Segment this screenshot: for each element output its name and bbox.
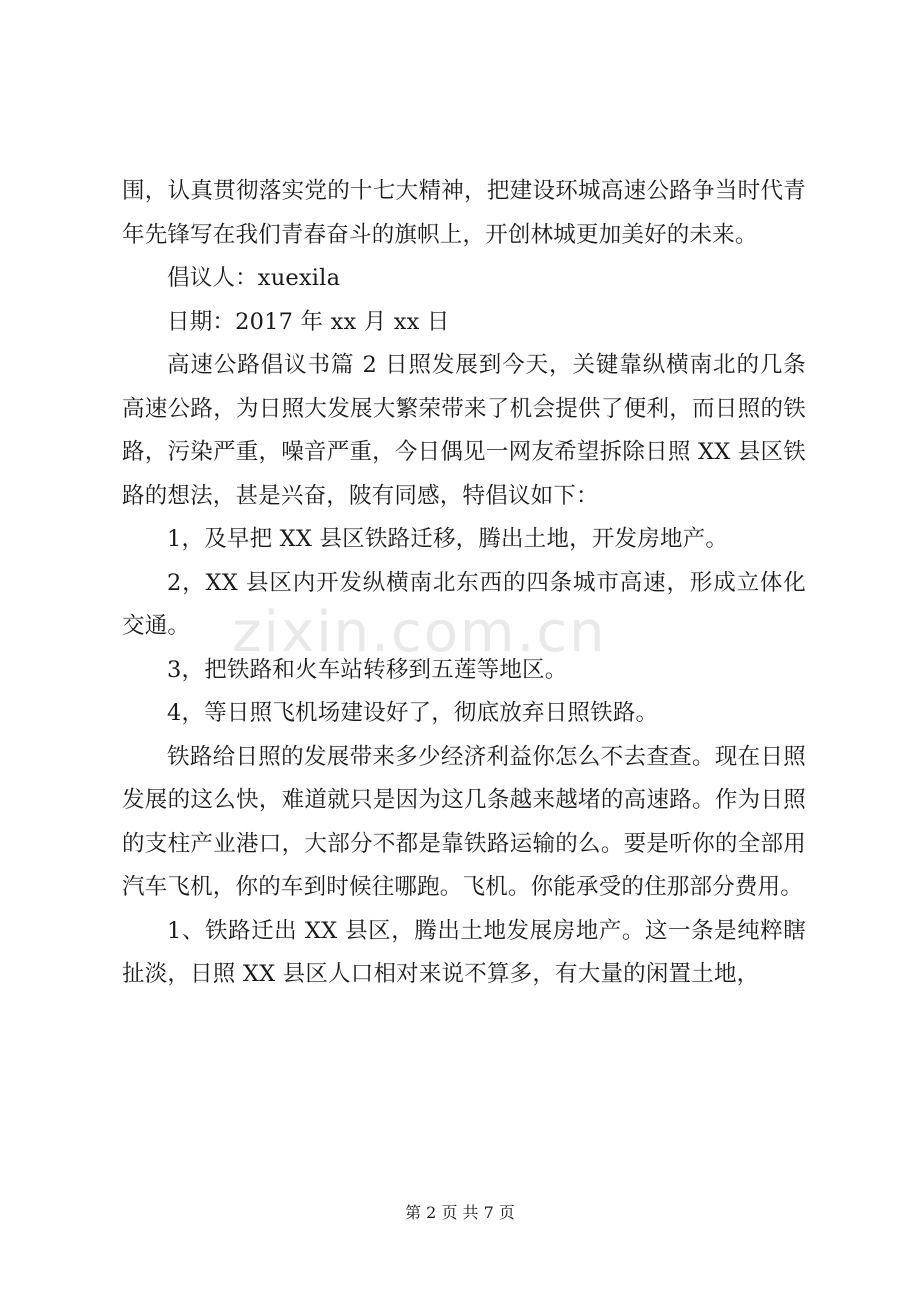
paragraph-rebuttal: 铁路给日照的发展带来多少经济利益你怎么不去查查。现在日照发展的这么快，难道就只是因为这几条越来越堵的高速路。作为日照的支柱产业港口，大部分不都是靠铁路运输的么。要是听你的全部用汽车飞机，你的车到时候往哪跑。飞机。你能承受的住那部分费用。 — [122, 743, 806, 900]
paragraph-proposer: 倡议人：xuexila — [167, 265, 341, 291]
paragraph-intro: 高速公路倡议书篇 2 日照发展到今天，关键靠纵横南北的几条高速公路，为日照大发展大繁荣带来了机会提供了便利，而日照的铁路，污染严重，噪音严重，今日偶见一网友希望拆除日照 XX 县区铁路的想法，甚是兴奋，陂有同感，特倡议如下： — [122, 352, 806, 509]
document-body — [122, 170, 806, 997]
page-footer: 第 2 页 共 7 页 — [405, 1203, 515, 1222]
paragraph-item-1: 1，及早把 XX 县区铁路迁移，腾出土地，开发房地产。 — [167, 526, 729, 552]
paragraph-item-4: 4，等日照飞机场建设好了，彻底放弃日照铁路。 — [167, 700, 659, 726]
watermark: zixin.com.cn — [232, 600, 607, 665]
paragraph-date: 日期：2017 年 xx 月 xx 日 — [167, 308, 450, 335]
paragraph-item-2: 2，XX 县区内开发纵横南北东西的四条城市高速，形成立体化交通。 — [122, 569, 806, 639]
paragraph-item-3: 3，把铁路和火车站转移到五莲等地区。 — [167, 656, 568, 683]
paragraph-continuation: 围，认真贯彻落实党的十七大精神，把建设环城高速公路争当时代青年先锋写在我们青春奋斗的旗帜上，开创林城更加美好的未来。 — [122, 178, 806, 248]
paragraph-rebuttal-point-1: 1、铁路迁出 XX 县区，腾出土地发展房地产。这一条是纯粹瞎扯淡，日照 XX 县区人口相对来说不算多，有大量的闲置土地， — [122, 917, 806, 987]
